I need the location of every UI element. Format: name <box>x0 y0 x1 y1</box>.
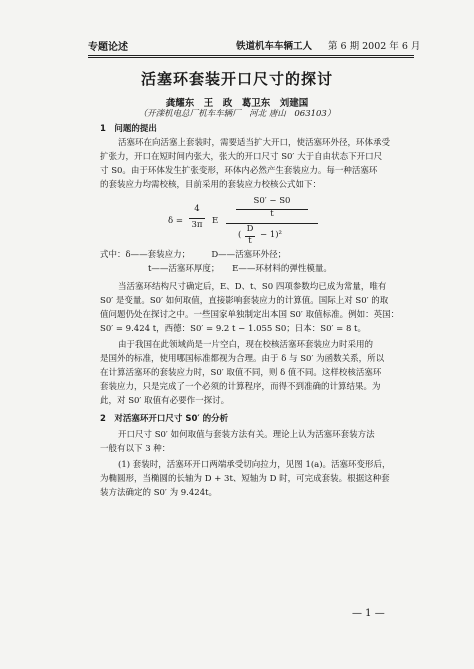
formula-modulus: E <box>212 216 219 226</box>
header-rule-secondary <box>88 57 414 58</box>
paragraph-line: (1) 套装时，活塞环开口两端承受切向拉力，见图 1(a)。活塞环变形后， <box>118 460 391 470</box>
stress-formula <box>168 196 328 246</box>
article-title: 活塞环套装开口尺寸的探讨 <box>140 70 333 88</box>
paragraph-line: 当活塞环结构尺寸确定后，E、D、t、S0 四项参数均已成为常量，唯有 <box>118 282 387 292</box>
header-rule <box>88 55 414 56</box>
paragraph-line: 开口尺寸 S0′ 如何取值与套装方法有关。理论上认为活塞环套装方法 <box>118 430 375 440</box>
formula-den-bot: t <box>248 236 252 246</box>
page-number: — 1 — <box>352 608 385 619</box>
formula-num-bot: t <box>270 209 274 219</box>
paragraph-line: 由于我国在此领域尚是一片空白，现在校核活塞环套装应力时采用的 <box>118 340 374 350</box>
section-heading-2: 2 对活塞环开口尺寸 S0′ 的分析 <box>100 414 229 424</box>
paragraph-line: 是国外的标准，使用哪国标准都视为合理。由于 δ 与 S0′ 为函数关系，所以 <box>100 354 385 364</box>
paragraph-line: 扩张力，开口在短时间内张大，张大的开口尺寸 S0′ 大于自由状态下开口尺 <box>100 152 383 162</box>
paragraph-line: 一般有以下 3 种： <box>100 444 171 454</box>
formula-lhs: δ = <box>168 216 183 226</box>
formula-den-open: ( <box>238 230 242 240</box>
paragraph-line: 的套装应力均需校核，目前采用的套装应力校核公式如下： <box>100 180 322 190</box>
issue-info: 第 6 期 2002 年 6 月 <box>328 41 421 52</box>
formula-coef-bar <box>189 218 205 219</box>
paragraph-line: 此，对 S0′ 取值有必要作一探讨。 <box>100 396 230 406</box>
article-affiliation: （开滦机电总厂机车车辆厂 河北 唐山 063103） <box>138 109 336 119</box>
paragraph-line: 装方法确定的 S0′ 为 9.424t。 <box>100 488 218 498</box>
paragraph-line: S0′ 是变量。S0′ 如何取值，直接影响套装应力的计算值。国际上对 S0′ 的取 <box>100 296 389 306</box>
formula-legend: t——活塞环厚度； E——环材料的弹性模量。 <box>148 264 332 274</box>
journal-name: 铁道机车车辆工人 <box>236 41 313 52</box>
article-authors: 龚耀东 王 政 葛卫东 刘建国 <box>165 98 309 109</box>
formula-den-top: D <box>246 224 254 234</box>
formula-legend: 式中：δ——套装应力； D——活塞环外径； <box>100 250 287 260</box>
running-header <box>88 38 421 56</box>
paragraph-line: 寸 S0。由于环体发生扩张变形，环体内必然产生套装应力。每一种活塞环 <box>100 166 378 176</box>
paragraph-line: 在计算活塞环的套装应力时，S0′ 取值不同，则 δ 值不同。这样校核活塞环 <box>100 368 382 378</box>
column-label: 专题论述 <box>88 42 128 53</box>
paragraph-line: 值问题仍处在探讨之中。一些国家单独制定出本国 S0′ 取值标准。例如：英国： <box>100 310 400 320</box>
paragraph-line: 套装应力，只是完成了一个必须的计算程序，而得不到准确的计算结果。为 <box>100 382 381 392</box>
paragraph-line: S0′ = 9.424 t，西德：S0′ = 9.2 t − 1.055 S0；日本：S0′ = 8 t。 <box>100 324 366 334</box>
paragraph-line: 活塞环在向活塞上套装时，需要适当扩大开口，使活塞环外径，环体承受 <box>118 138 391 148</box>
formula-coef-den: 3π <box>191 220 203 230</box>
section-heading-1: 1 问题的提出 <box>100 124 157 134</box>
formula-coef-num: 4 <box>194 204 200 214</box>
formula-den-tail: − 1)² <box>260 230 282 240</box>
formula-num-top: S0′ − S0 <box>253 196 291 206</box>
paragraph-line: 为椭圆形，当椭圆的长轴为 D + 3t、短轴为 D 时，可完成套装。根据这种套 <box>100 474 390 484</box>
formula-main-bar <box>226 223 318 224</box>
